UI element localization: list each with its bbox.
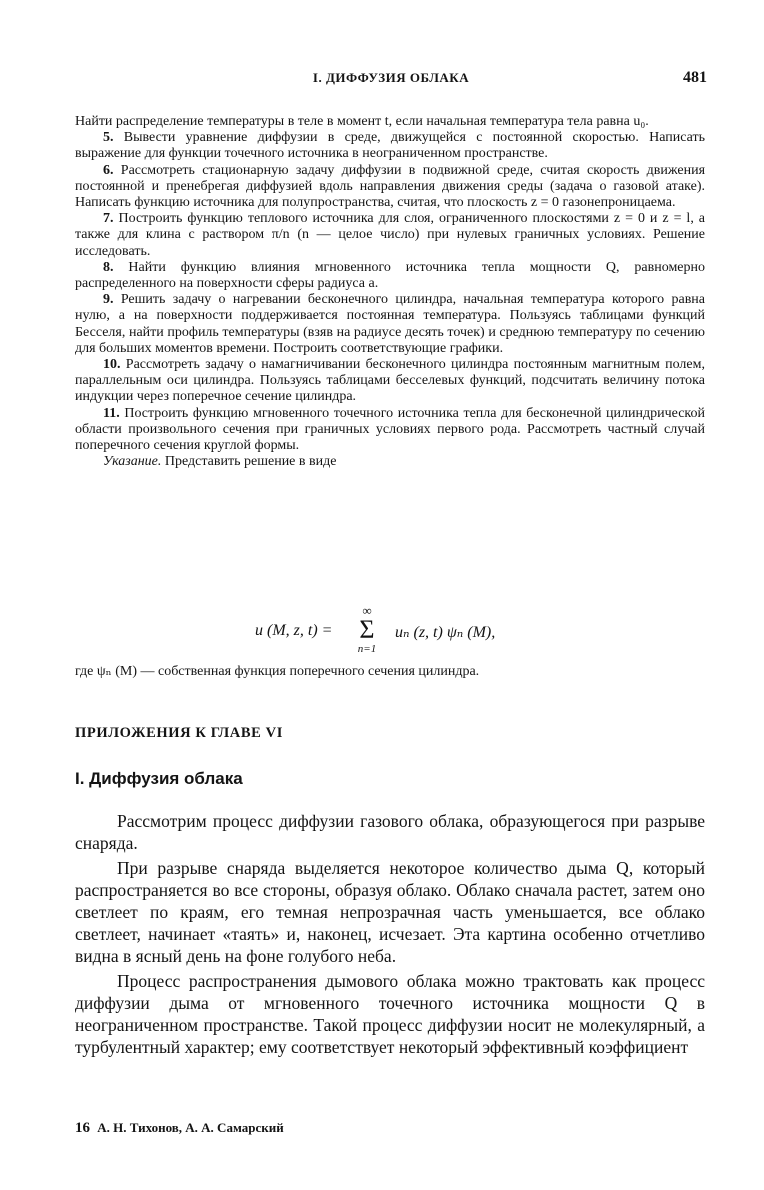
page-number: 481 [683,69,707,86]
formula-rhs: uₙ (z, t) ψₙ (M), [395,624,496,641]
hint-line [75,454,705,470]
hint-label: Указание. [103,454,162,470]
section-heading: ПРИЛОЖЕНИЯ К ГЛАВЕ VI [75,725,283,741]
body-paragraph: Процесс распространения дымового облака можно трактовать как процесс диффузии дыма от мгновенного точечного источника мощности Q в неограниченном пространстве. Такой процесс диффузии носит не молекулярный, а турбулентный характер; ему соответствует некоторый эффективный коэффициент [75,971,705,1057]
problem-text: Построить функцию мгновенного точечного источника тепла для бесконечной цилиндрической области произвольного сечения при граничных условиях первого рода. Рассмотреть частный случай поперечного сечения круглой формы. [75,405,706,454]
summation [355,604,379,655]
problem-text: Вывести уравнение диффузии в среде, движущейся с постоянной скоростью. Написать выражение для функции точечного источника в неограниченном пространстве. [75,130,705,162]
sum-symbol: Σ [359,615,375,644]
problem-text: Построить функцию теплового источника для слоя, ограниченного плоскостями z = 0 и z = l, а также для клина с раствором π/n (n — целое число) при нулевых граничных условиях. Решение исследовать. [75,211,706,259]
problem-item [75,163,705,212]
hint-text: Представить решение в виде [164,454,337,470]
body-paragraph: При разрыве снаряда выделяется некоторое количество дыма Q, который распространяется во все стороны, образуя облако. Облако сначала растет, затем оно светлеет по краям, его темная непрозрачная часть уменьшается, все облако светлеет, начинает «таять» и, наконец, исчезает. Эта картина особенно отчетливо видна в ясный день на фоне голубого неба. [75,858,705,966]
problem-item [75,211,705,260]
page-footer [75,1120,284,1137]
running-head [75,70,707,90]
body-paragraph: Рассмотрим процесс диффузии газового облака, образующегося при разрыве снаряда. [75,811,705,853]
problem-text: Рассмотреть стационарную задачу диффузии в подвижной среде, считая скорость движения постоянной и пренебрегая диффузией вдоль направления движения среды (задача о газовой атаке). Написать функцию источника для полупространства, считая, что плоскость z = 0 газонепроницаема. [75,162,706,211]
problem-text: Рассмотреть задачу о намагничивании бесконечного цилиндра постоянным магнитным полем, параллельным оси цилиндра. Пользуясь таблицами бесселевых функций, подсчитать величину потока индукции через поперечное сечение цилиндра. [75,357,705,405]
signature-number: 16 [75,1120,90,1136]
sum-lower-limit: n=1 [357,643,377,655]
problem-text: Решить задачу о нагревании бесконечного цилиндра, начальная температура которого равна нулю, а на поверхности поддерживается постоянная температура. Пользуясь таблицами функций Бесселя, найти профиль температуры (взяв на радиусе десять точек) и среднюю температуру по сечению для больших моментов времени. Построить соответствующие графики. [75,292,706,356]
problem-number: 9. [103,292,114,308]
problem-item [75,260,705,292]
problem-item [75,130,705,162]
problem-item [75,357,705,406]
body-text [75,810,705,1061]
problem-number: 11. [103,405,120,421]
sum-upper-limit: ∞ [362,603,372,618]
problem-intro: Найти распределение температуры в теле в момент t, если начальная температура тела равна u₀. [75,114,649,129]
problem-number: 6. [103,162,114,178]
problem-item [75,292,705,357]
problem-number: 7. [103,211,114,227]
problem-item [75,406,705,455]
series-formula [75,604,705,660]
problem-number: 10. [103,357,121,373]
formula-explanation: где ψₙ (M) — собственная функция поперечного сечения цилиндра. [75,664,480,679]
problem-number: 5. [103,130,114,146]
problems-block [75,114,705,470]
subsection-heading: I. Диффузия облака [75,769,243,788]
formula-lhs: u (M, z, t) = [255,622,333,639]
running-title: I. ДИФФУЗИЯ ОБЛАКА [312,70,470,85]
problem-text: Найти функцию влияния мгновенного источника тепла мощности Q, равномерно распределенного на поверхности сферы радиуса a. [75,259,706,292]
footer-authors: А. Н. Тихонов, А. А. Самарский [97,1120,284,1135]
problem-number: 8. [103,259,114,275]
